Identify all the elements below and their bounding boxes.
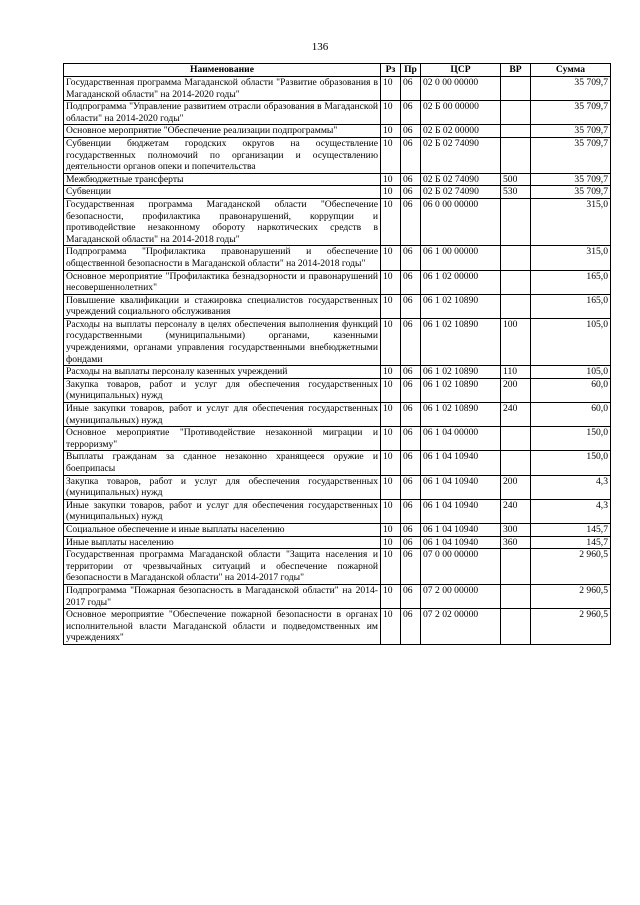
row-rz: 10 (381, 173, 401, 186)
table-row (64, 137, 611, 173)
row-pr: 06 (401, 549, 421, 585)
row-vr: 200 (501, 475, 531, 499)
row-vr (501, 198, 531, 245)
row-csr: 06 1 04 10940 (421, 536, 501, 549)
table-row (64, 125, 611, 138)
row-sum: 2 960,5 (531, 584, 611, 608)
row-name: Иные закупки товаров, работ и услуг для обеспечения государственных (муниципальных) нужд (64, 499, 381, 523)
row-sum: 4,3 (531, 475, 611, 499)
row-pr: 06 (401, 246, 421, 270)
table-row (64, 378, 611, 402)
row-sum: 35 709,7 (531, 77, 611, 101)
row-vr (501, 294, 531, 318)
row-sum: 165,0 (531, 270, 611, 294)
row-sum: 315,0 (531, 246, 611, 270)
row-name: Субвенции (64, 186, 381, 199)
header-rz: Рз (381, 64, 401, 77)
row-sum: 2 960,5 (531, 609, 611, 645)
row-vr: 300 (501, 523, 531, 536)
row-rz: 10 (381, 125, 401, 138)
row-sum: 35 709,7 (531, 125, 611, 138)
row-rz: 10 (381, 523, 401, 536)
row-name: Субвенции бюджетам городских округов на осуществление государственных полномочий по организации и осуществлению деятельности органов опеки и попечительства (64, 137, 381, 173)
row-sum: 150,0 (531, 451, 611, 475)
row-name: Закупка товаров, работ и услуг для обеспечения государственных (муниципальных) нужд (64, 475, 381, 499)
row-name: Выплаты гражданам за сданное незаконно хранящееся оружие и боеприпасы (64, 451, 381, 475)
row-csr: 02 Б 00 00000 (421, 101, 501, 125)
row-sum: 315,0 (531, 198, 611, 245)
table-row (64, 499, 611, 523)
row-pr: 06 (401, 584, 421, 608)
table-row (64, 366, 611, 379)
row-csr: 06 1 02 10890 (421, 378, 501, 402)
row-vr (501, 125, 531, 138)
row-csr: 02 Б 02 00000 (421, 125, 501, 138)
table-row (64, 609, 611, 645)
row-sum: 4,3 (531, 499, 611, 523)
table-row (64, 294, 611, 318)
row-sum: 60,0 (531, 378, 611, 402)
row-name: Межбюджетные трансферты (64, 173, 381, 186)
row-rz: 10 (381, 246, 401, 270)
row-pr: 06 (401, 536, 421, 549)
row-rz: 10 (381, 378, 401, 402)
row-vr: 360 (501, 536, 531, 549)
table-row (64, 451, 611, 475)
row-rz: 10 (381, 475, 401, 499)
row-pr: 06 (401, 475, 421, 499)
row-name: Подпрограмма "Пожарная безопасность в Магаданской области" на 2014-2017 годы" (64, 584, 381, 608)
row-pr: 06 (401, 451, 421, 475)
table-row (64, 198, 611, 245)
row-name: Расходы на выплаты персоналу казенных учреждений (64, 366, 381, 379)
row-rz: 10 (381, 101, 401, 125)
row-name: Подпрограмма "Управление развитием отрасли образования в Магаданской области" на 2014-2020 годы" (64, 101, 381, 125)
row-rz: 10 (381, 186, 401, 199)
row-name: Повышение квалификации и стажировка специалистов государственных учреждений социального обслуживания (64, 294, 381, 318)
row-pr: 06 (401, 427, 421, 451)
table-header (64, 64, 611, 77)
table-row (64, 523, 611, 536)
row-vr (501, 101, 531, 125)
row-csr: 06 1 02 10890 (421, 294, 501, 318)
row-name: Подпрограмма "Профилактика правонарушений и обеспечение общественной безопасности в Магаданской области" на 2014-2018 годы" (64, 246, 381, 270)
row-vr (501, 549, 531, 585)
table-row (64, 77, 611, 101)
row-pr: 06 (401, 294, 421, 318)
table-row (64, 549, 611, 585)
row-csr: 02 Б 02 74090 (421, 173, 501, 186)
row-rz: 10 (381, 549, 401, 585)
row-pr: 06 (401, 499, 421, 523)
row-rz: 10 (381, 403, 401, 427)
table-row (64, 186, 611, 199)
row-vr (501, 427, 531, 451)
row-pr: 06 (401, 125, 421, 138)
row-pr: 06 (401, 77, 421, 101)
row-vr (501, 451, 531, 475)
row-rz: 10 (381, 366, 401, 379)
row-csr: 06 1 04 10940 (421, 523, 501, 536)
row-sum: 105,0 (531, 318, 611, 365)
row-pr: 06 (401, 173, 421, 186)
table-row (64, 475, 611, 499)
row-vr (501, 584, 531, 608)
row-rz: 10 (381, 270, 401, 294)
row-rz: 10 (381, 609, 401, 645)
row-sum: 105,0 (531, 366, 611, 379)
row-vr (501, 77, 531, 101)
row-pr: 06 (401, 186, 421, 199)
header-name: Наименование (64, 64, 381, 77)
row-sum: 60,0 (531, 403, 611, 427)
row-rz: 10 (381, 536, 401, 549)
row-csr: 06 0 00 00000 (421, 198, 501, 245)
row-csr: 06 1 02 10890 (421, 366, 501, 379)
row-rz: 10 (381, 499, 401, 523)
row-vr: 530 (501, 186, 531, 199)
budget-table (63, 63, 611, 645)
row-name: Государственная программа Магаданской области "Защита населения и территории от чрезвычайных ситуаций и обеспечение пожарной безопасности в Магаданской области" на 2014-2017 годы" (64, 549, 381, 585)
row-name: Основное мероприятие "Обеспечение пожарной безопасности в органах исполнительной власти Магаданской области и подведомственных им учреждениях" (64, 609, 381, 645)
row-pr: 06 (401, 270, 421, 294)
header-sum: Сумма (531, 64, 611, 77)
row-vr: 240 (501, 499, 531, 523)
row-name: Основное мероприятие "Профилактика безнадзорности и правонарушений несовершеннолетних" (64, 270, 381, 294)
row-vr: 200 (501, 378, 531, 402)
table-row (64, 246, 611, 270)
row-csr: 06 1 04 10940 (421, 475, 501, 499)
row-pr: 06 (401, 137, 421, 173)
table-row (64, 101, 611, 125)
table-row (64, 403, 611, 427)
row-pr: 06 (401, 198, 421, 245)
row-vr: 500 (501, 173, 531, 186)
row-pr: 06 (401, 101, 421, 125)
table-row (64, 536, 611, 549)
row-rz: 10 (381, 198, 401, 245)
row-csr: 06 1 04 10940 (421, 499, 501, 523)
row-csr: 06 1 04 10940 (421, 451, 501, 475)
row-name: Закупка товаров, работ и услуг для обеспечения государственных (муниципальных) нужд (64, 378, 381, 402)
row-name: Социальное обеспечение и иные выплаты населению (64, 523, 381, 536)
row-sum: 165,0 (531, 294, 611, 318)
row-rz: 10 (381, 77, 401, 101)
row-csr: 02 0 00 00000 (421, 77, 501, 101)
row-name: Основное мероприятие "Обеспечение реализации подпрограммы" (64, 125, 381, 138)
row-sum: 35 709,7 (531, 173, 611, 186)
row-pr: 06 (401, 403, 421, 427)
header-pr: Пр (401, 64, 421, 77)
row-pr: 06 (401, 318, 421, 365)
row-csr: 02 Б 02 74090 (421, 137, 501, 173)
row-pr: 06 (401, 609, 421, 645)
header-csr: ЦСР (421, 64, 501, 77)
row-rz: 10 (381, 137, 401, 173)
row-vr: 110 (501, 366, 531, 379)
row-name: Государственная программа Магаданской области "Обеспечение безопасности, профилактика правонарушений, коррупции и противодействие незаконному обороту наркотических средств в Магаданской области" на 2014-2018 годы" (64, 198, 381, 245)
row-sum: 150,0 (531, 427, 611, 451)
row-sum: 145,7 (531, 536, 611, 549)
page-number: 136 (311, 41, 329, 53)
row-sum: 2 960,5 (531, 549, 611, 585)
row-vr (501, 137, 531, 173)
row-name: Иные выплаты населению (64, 536, 381, 549)
table-row (64, 318, 611, 365)
table-row (64, 173, 611, 186)
table-row (64, 270, 611, 294)
row-csr: 07 2 02 00000 (421, 609, 501, 645)
row-csr: 06 1 00 00000 (421, 246, 501, 270)
row-sum: 35 709,7 (531, 137, 611, 173)
row-csr: 07 2 00 00000 (421, 584, 501, 608)
row-sum: 145,7 (531, 523, 611, 536)
row-rz: 10 (381, 451, 401, 475)
row-csr: 02 Б 02 74090 (421, 186, 501, 199)
row-rz: 10 (381, 294, 401, 318)
row-rz: 10 (381, 584, 401, 608)
row-rz: 10 (381, 427, 401, 451)
row-csr: 07 0 00 00000 (421, 549, 501, 585)
row-name: Основное мероприятие "Противодействие незаконной миграции и терроризму" (64, 427, 381, 451)
row-csr: 06 1 02 10890 (421, 318, 501, 365)
row-pr: 06 (401, 366, 421, 379)
row-pr: 06 (401, 378, 421, 402)
row-pr: 06 (401, 523, 421, 536)
table-row (64, 584, 611, 608)
row-vr: 240 (501, 403, 531, 427)
table-row (64, 427, 611, 451)
row-name: Иные закупки товаров, работ и услуг для обеспечения государственных (муниципальных) нужд (64, 403, 381, 427)
row-csr: 06 1 02 00000 (421, 270, 501, 294)
row-name: Государственная программа Магаданской области "Развитие образования в Магаданской области" на 2014-2020 годы" (64, 77, 381, 101)
row-csr: 06 1 04 00000 (421, 427, 501, 451)
row-rz: 10 (381, 318, 401, 365)
table-body (64, 77, 611, 645)
row-vr (501, 246, 531, 270)
row-vr (501, 609, 531, 645)
row-csr: 06 1 02 10890 (421, 403, 501, 427)
row-sum: 35 709,7 (531, 101, 611, 125)
header-vr: ВР (501, 64, 531, 77)
row-vr (501, 270, 531, 294)
row-sum: 35 709,7 (531, 186, 611, 199)
row-name: Расходы на выплаты персоналу в целях обеспечения выполнения функций государственными (муниципальными) органами, казенными учреждениями, органами управления государственными внебюджетными фондами (64, 318, 381, 365)
row-vr: 100 (501, 318, 531, 365)
